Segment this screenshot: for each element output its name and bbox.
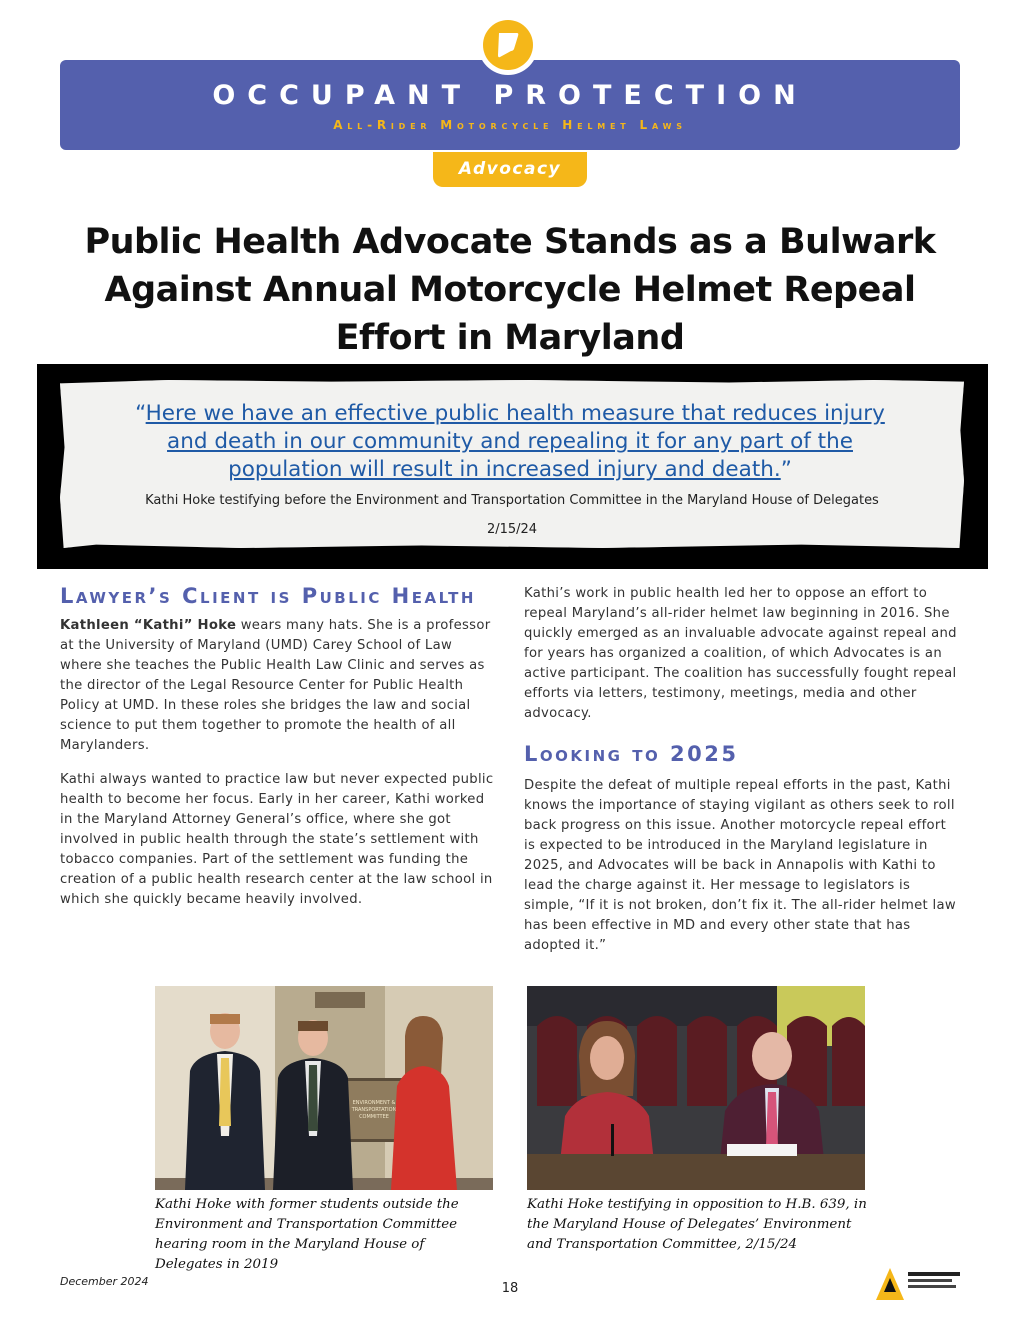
left-body — [60, 616, 496, 910]
quote-open-mark: “ — [135, 401, 146, 426]
banner-subtitle: All-Rider Motorcycle Helmet Laws — [333, 118, 687, 132]
advocates-logo-icon — [874, 1266, 964, 1302]
right-column — [524, 584, 958, 970]
section-heading-lawyers-client: Lawyer’s Client is Public Health — [60, 584, 476, 608]
pull-quote — [120, 400, 900, 484]
photo-hoke-testifying — [527, 986, 865, 1190]
page-number: 18 — [501, 1281, 519, 1296]
right-body-top — [524, 584, 958, 724]
quote-attribution: Kathi Hoke testifying before the Environment and Transportation Committee in the Maryland House of Delegates — [145, 493, 879, 508]
pull-quote-link[interactable]: Here we have an effective public health measure that reduces injury and death in our community and repealing it for any part of the population will result in increased injury and death. — [145, 401, 885, 482]
logo-mark-icon — [496, 31, 520, 59]
person-name: Kathleen “Kathi” Hoke — [60, 618, 237, 633]
quote-close-mark: ” — [780, 457, 792, 482]
svg-text:COMMITTEE: COMMITTEE — [359, 1114, 389, 1120]
photo-caption: Kathi Hoke testifying in opposition to H.B. 639, in the Maryland House of Delegates’ Environment and Transportation Committee, 2/15/24 — [527, 1197, 867, 1252]
footer-date: December 2024 — [60, 1275, 149, 1288]
section-heading-looking-to-2025: Looking to 2025 — [524, 742, 739, 766]
paragraph: Kathi always wanted to practice law but never expected public health to become her focus. Early in her career, Kathi worked in the Maryland Attorney General’s office, where she got involved in public health through the state’s settlement with tobacco companies. Part of the settlement was funding the creation of a public health research center at the law school in which she quickly became heavily involved. — [60, 772, 494, 907]
svg-text:ENVIRONMENT &: ENVIRONMENT & — [352, 1100, 396, 1106]
photo-hoke-with-students — [155, 986, 493, 1190]
article-headline: Public Health Advocate Stands as a Bulwark Against Annual Motorcycle Helmet Repeal Effort in Maryland — [84, 222, 936, 358]
paragraph-text: wears many hats. She is a professor at the University of Maryland (UMD) Carey School of Law where she teaches the Public Health Law Clinic and serves as the director of the Legal Resource Center for Public Health Policy at UMD. In these roles she bridges the law and social science to put them together to promote the health of all Marylanders. — [60, 618, 491, 753]
paragraph: Despite the defeat of multiple repeal efforts in the past, Kathi knows the importance of staying vigilant as others seek to roll back progress on this issue. Another motorcycle repeal effort is expected to be introduced in the Maryland legislature in 2025, and Advocates will be back in Annapolis with Kathi to lead the charge against it. Her message to legislators is simple, “If it is not broken, don’t fix it. The all-rider helmet law has been effective in MD and every other state that has adopted it.” — [524, 778, 956, 953]
section-tab-advocacy: Advocacy — [433, 152, 587, 187]
right-body-bottom — [524, 776, 958, 956]
svg-text:TRANSPORTATION: TRANSPORTATION — [351, 1107, 397, 1113]
banner-title: OCCUPANT PROTECTION — [212, 80, 808, 111]
photo-caption: Kathi Hoke with former students outside the Environment and Transportation Committee hearing room in the Maryland House of Delegates in 2019 — [155, 1197, 459, 1272]
left-column — [60, 582, 496, 924]
paragraph — [60, 616, 496, 756]
quote-date: 2/15/24 — [486, 522, 538, 537]
paragraph: Kathi’s work in public health led her to oppose an effort to repeal Maryland’s all-rider helmet law beginning in 2016. She quickly emerged as an invaluable advocate against repeal and for years has organized a coalition, of which Advocates is an active participant. The coalition has successfully fought repeal efforts via letters, testimony, meetings, media and other advocacy. — [524, 586, 957, 721]
